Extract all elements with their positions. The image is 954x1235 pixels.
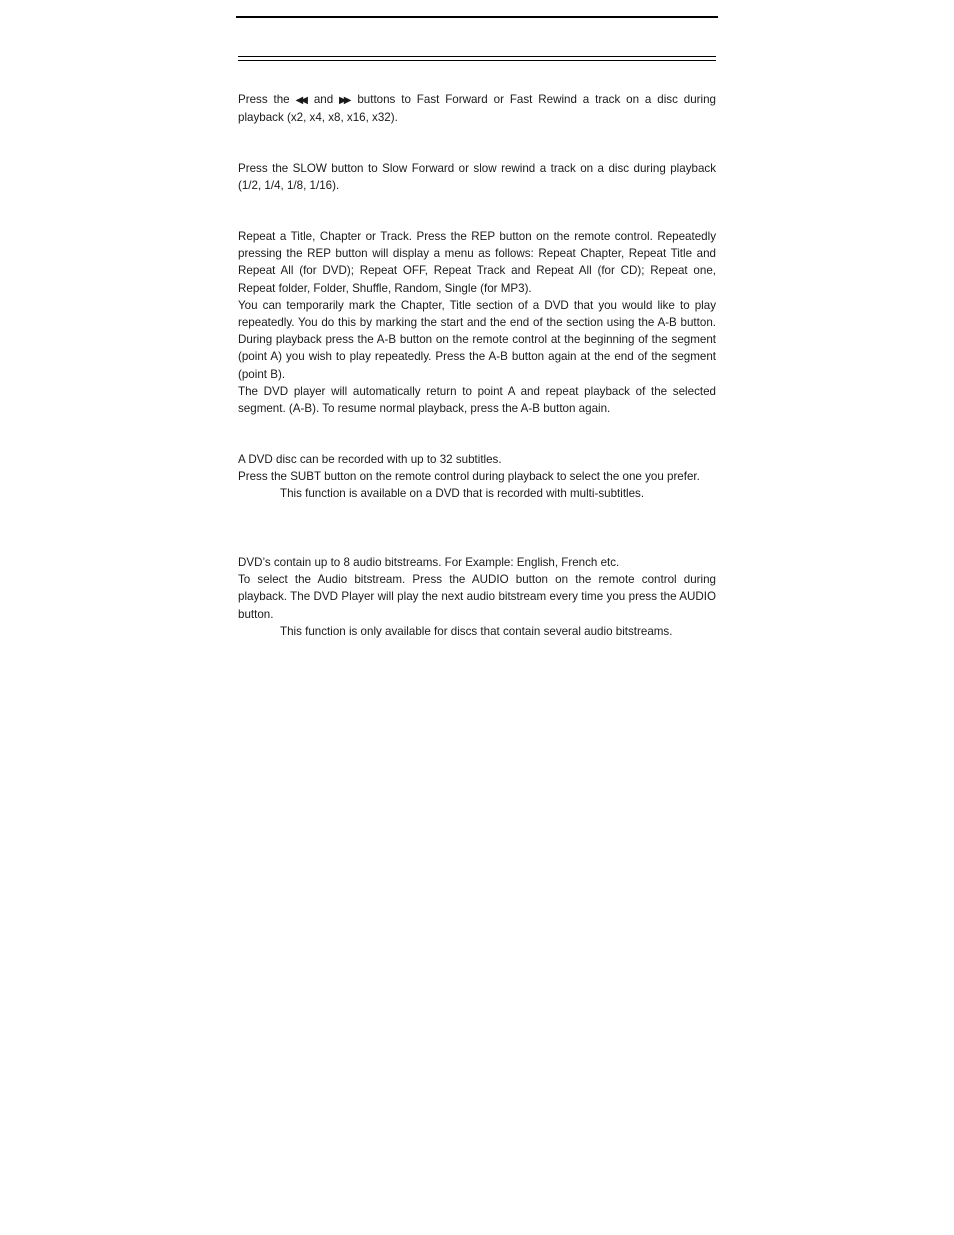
slow-text: Press the SLOW button to Slow Forward or slow rewind a track on a disc during playback (1/2, 1/4, 1/8, 1/16). <box>238 162 716 193</box>
audio-note: This function is only available for discs that contain several audio bitstreams. <box>280 624 673 638</box>
header-rule <box>236 16 718 18</box>
repeat-para-3: The DVD player will automatically return to point A and repeat playback of the selected segment. (A-B). To resume normal playback, press the A-B button again. <box>238 384 716 416</box>
subtitle-note: This function is available on a DVD that is recorded with multi-subtitles. <box>280 487 645 501</box>
repeat-section <box>238 228 716 417</box>
subtitle-para-2: Press the SUBT button on the remote control during playback to select the one you prefer. <box>238 470 700 484</box>
header-double-rule <box>238 56 716 61</box>
audio-para-2: To select the Audio bitstream. Press the AUDIO button on the remote control during playback. The DVD Player will play the next audio bitstream every time you press the AUDIO button. <box>238 573 716 621</box>
rewind-icon: ◀◀ <box>295 95 305 106</box>
repeat-para-1: Repeat a Title, Chapter or Track. Press the REP button on the remote control. Repeatedly pressing the REP button will display a menu as follows: Repeat Chapter, Repeat Title and Repeat All (for DVD); Repeat OFF, Repeat Track and Repeat All (for CD); Repeat one, Repeat folder, Folder, Shuffle, Random, Single (for MP3). <box>238 230 716 295</box>
fast-forward-text: Press the ◀◀ and ▶▶ buttons to Fast Forward or Fast Rewind a track on a disc during playback (x2, x4, x8, x16, x32). <box>238 93 716 125</box>
repeat-para-2: You can temporarily mark the Chapter, Title section of a DVD that you would like to play repeatedly. You do this by marking the start and the end of the section using the A-B button. During playback press the A-B button on the remote control at the beginning of the segment (point A) you wish to play repeatedly. Press the A-B button again at the end of the segment (point B). <box>238 298 716 381</box>
fast-forward-icon: ▶▶ <box>339 95 349 106</box>
subtitle-para-1: A DVD disc can be recorded with up to 32 subtitles. <box>238 453 502 466</box>
subtitle-section <box>238 451 716 503</box>
fast-forward-section <box>238 91 716 126</box>
slow-section <box>238 160 716 194</box>
audio-para-1: DVD’s contain up to 8 audio bitstreams. For Example: English, French etc. <box>238 556 620 569</box>
audio-section <box>238 554 716 640</box>
